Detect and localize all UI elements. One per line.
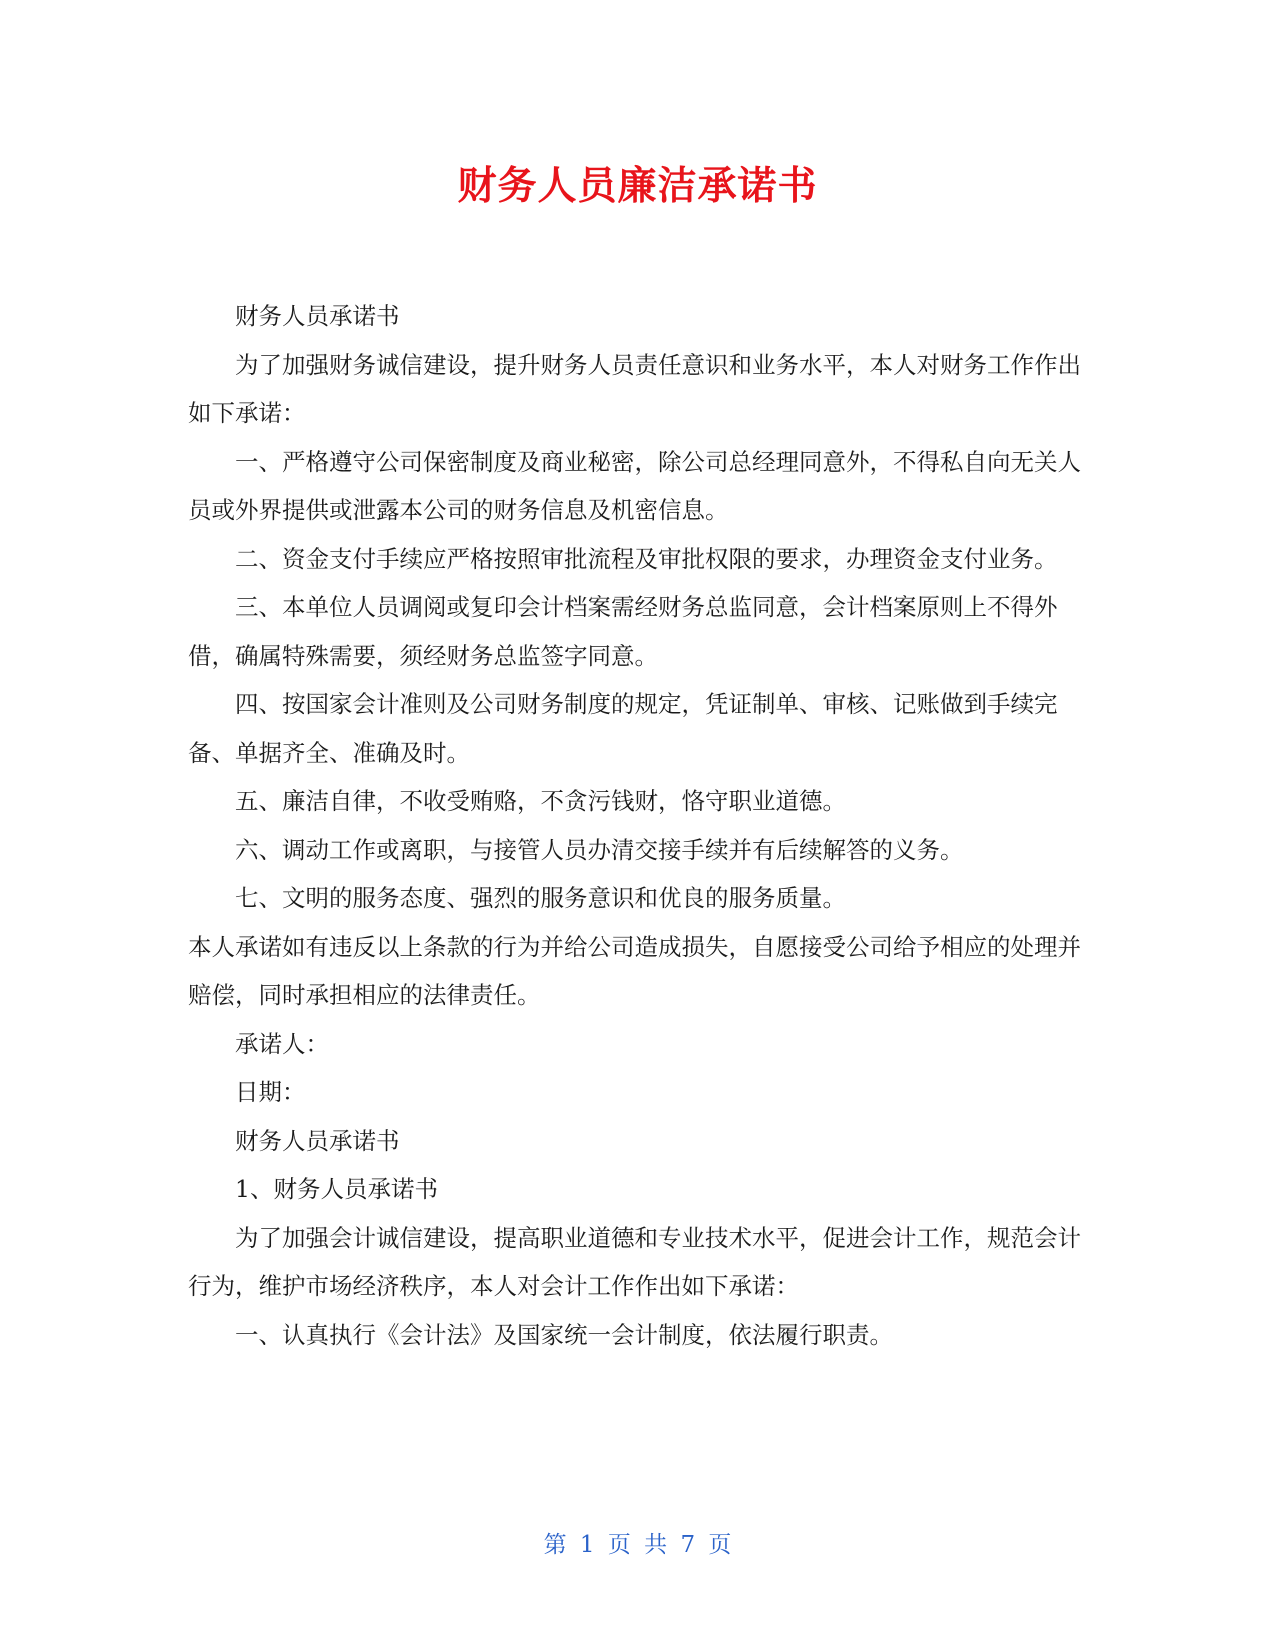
signature-label: 承诺人： [235,1029,329,1058]
paragraph-item-7: 七、文明的服务态度、强烈的服务意识和优良的服务质量。 [235,884,846,912]
paragraph-subheading: 1、财务人员承诺书 [235,1175,438,1203]
paragraph-intro-2: 为了加强会计诚信建设，提高职业道德和专业技术水平，促进会计工作，规范会计行为，维护市场经济秩序，本人对会计工作作出如下承诺： [188,1223,1081,1300]
paragraph-item-5: 五、廉洁自律，不收受贿赂，不贪污钱财，恪守职业道德。 [235,787,846,815]
date-label: 日期： [235,1078,306,1106]
paragraph-heading-2: 财务人员承诺书 [235,1126,400,1155]
document-body [188,292,1088,1359]
document-title: 财务人员廉洁承诺书 [457,164,818,209]
paragraph-item-6: 六、调动工作或离职，与接管人员办清交接手续并有后续解答的义务。 [235,835,964,864]
paragraph-item-2-1: 一、认真执行《会计法》及国家统一会计制度，依法履行职责。 [235,1320,893,1349]
paragraph-intro: 为了加强财务诚信建设，提升财务人员责任意识和业务水平，本人对财务工作作出如下承诺： [188,350,1081,427]
paragraph-item-3: 三、本单位人员调阅或复印会计档案需经财务总监同意，会计档案原则上不得外借，确属特殊需要，须经财务总监签字同意。 [188,593,1058,670]
paragraph-item-1: 一、严格遵守公司保密制度及商业秘密，除公司总经理同意外，不得私自向无关人员或外界提供或泄露本公司的财务信息及机密信息。 [188,447,1081,524]
page-number-footer: 第 1 页 共 7 页 [543,1532,732,1558]
paragraph-heading: 财务人员承诺书 [235,302,400,330]
paragraph-liability: 本人承诺如有违反以上条款的行为并给公司造成损失，自愿接受公司给予相应的处理并赔偿，同时承担相应的法律责任。 [188,932,1081,1009]
paragraph-item-4: 四、按国家会计准则及公司财务制度的规定，凭证制单、审核、记账做到手续完备、单据齐全、准确及时。 [188,690,1058,767]
paragraph-item-2: 二、资金支付手续应严格按照审批流程及审批权限的要求，办理资金支付业务。 [235,544,1058,573]
